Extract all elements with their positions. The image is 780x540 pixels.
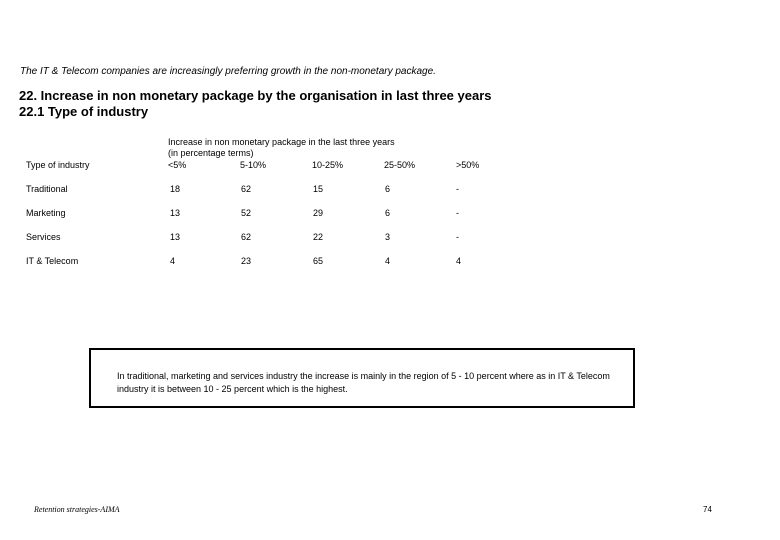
row-label: Traditional xyxy=(26,184,68,194)
table-cell: 4 xyxy=(456,256,462,266)
table-cell: 22 xyxy=(313,232,324,242)
intro-text: The IT & Telecom companies are increasingly preferring growth in the non-monetary package. xyxy=(20,66,436,77)
table-cell: 29 xyxy=(313,208,324,218)
footer-source: Retention strategies-AIMA xyxy=(34,505,120,514)
table-cell: 65 xyxy=(313,256,324,266)
table-cell: 23 xyxy=(241,256,252,266)
column-header: <5% xyxy=(168,160,187,170)
table-cell: 62 xyxy=(241,232,252,242)
table-cell: 15 xyxy=(313,184,324,194)
column-group-header xyxy=(168,137,395,159)
row-label: IT & Telecom xyxy=(26,256,79,266)
column-header: 5-10% xyxy=(240,160,267,170)
table-cell: 13 xyxy=(170,232,181,242)
column-header: 25-50% xyxy=(384,160,416,170)
table-cell: - xyxy=(456,184,459,194)
heading-line-1: 22. Increase in non monetary package by the organisation in last three years xyxy=(19,88,492,103)
row-label: Services xyxy=(26,232,61,242)
column-header: 10-25% xyxy=(312,160,344,170)
table-cell: 6 xyxy=(385,184,391,194)
table-cell: 6 xyxy=(385,208,391,218)
note-box xyxy=(89,348,635,408)
table-cell: 62 xyxy=(241,184,252,194)
table-cell: 4 xyxy=(385,256,391,266)
note-text: In traditional, marketing and services industry the increase is mainly in the region of 5 - 10 percent where as in IT & Telecom industry it is between 10 - 25 percent which is the highest. xyxy=(117,371,610,394)
table-cell: - xyxy=(456,232,459,242)
group-header-line-1: Increase in non monetary package in the last three years xyxy=(168,137,395,147)
page-number: 74 xyxy=(703,505,712,514)
heading-line-2: 22.1 Type of industry xyxy=(19,104,149,119)
table-cell: 4 xyxy=(170,256,176,266)
table-cell: 18 xyxy=(170,184,181,194)
group-header-line-2: (in percentage terms) xyxy=(168,148,254,158)
row-label: Marketing xyxy=(26,208,66,218)
table-cell: - xyxy=(456,208,459,218)
section-heading xyxy=(19,88,492,120)
type-of-industry-header: Type of industry xyxy=(26,160,90,170)
table-cell: 3 xyxy=(385,232,391,242)
column-header: >50% xyxy=(456,160,480,170)
table-cell: 52 xyxy=(241,208,252,218)
table-cell: 13 xyxy=(170,208,181,218)
